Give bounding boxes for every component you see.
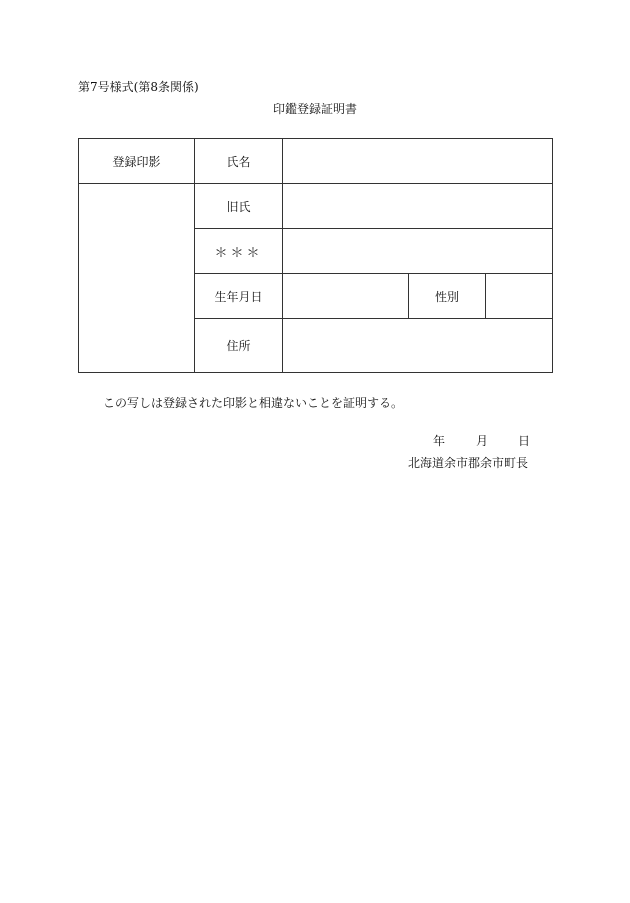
- certificate-table: [78, 138, 553, 373]
- former-name-value-cell: [283, 184, 553, 229]
- table-row: [79, 139, 553, 184]
- seal-label-cell: 登録印影: [79, 139, 195, 184]
- issuer-name: 北海道余市郡余市町長: [407, 456, 528, 470]
- table-row: [79, 184, 553, 229]
- former-name-label-cell: 旧氏: [195, 184, 283, 229]
- certification-statement: この写しは登録された印影と相違ないことを証明する。: [103, 396, 404, 410]
- seal-impression-area: [79, 184, 195, 373]
- masked-label-cell: ＊＊＊: [195, 229, 283, 274]
- name-value-cell: [283, 139, 553, 184]
- name-label-cell: 氏名: [195, 139, 283, 184]
- address-label-cell: 住所: [195, 319, 283, 373]
- birthdate-value-cell: [283, 274, 409, 319]
- form-number: 第7号様式(第8条関係): [78, 80, 199, 94]
- year-label: 年: [433, 434, 446, 448]
- gender-label-cell: 性別: [409, 274, 486, 319]
- birthdate-label-cell: 生年月日: [195, 274, 283, 319]
- gender-value-cell: [486, 274, 553, 319]
- address-value-cell: [283, 319, 553, 373]
- masked-value-cell: [283, 229, 553, 274]
- document-title: 印鑑登録証明書: [272, 102, 357, 116]
- month-label: 月: [476, 434, 489, 448]
- day-label: 日: [518, 434, 531, 448]
